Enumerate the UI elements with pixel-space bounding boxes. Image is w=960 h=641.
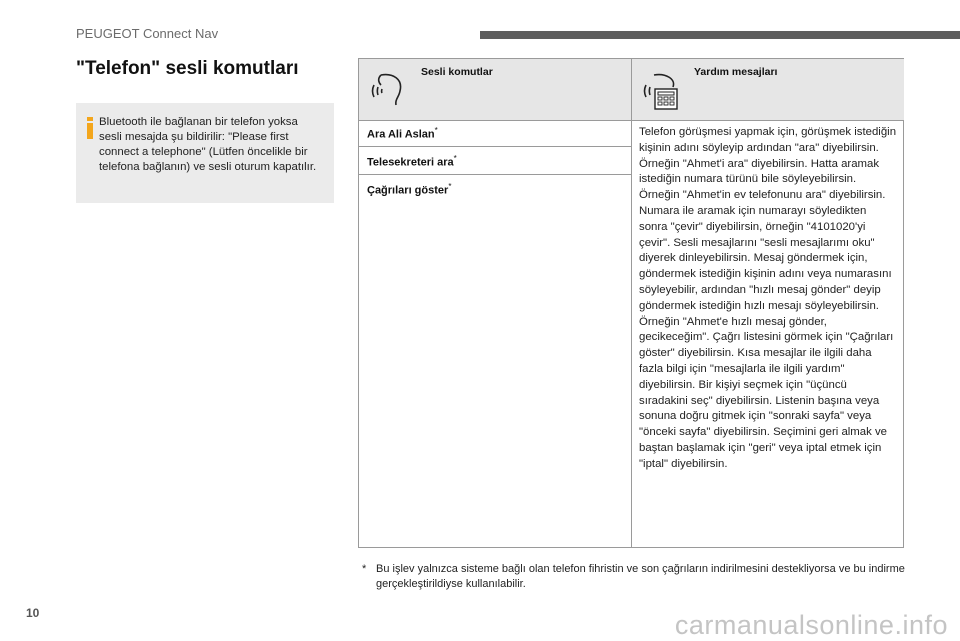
voice-commands-table: [358, 58, 904, 548]
footnote-star: *: [362, 563, 367, 575]
page-number: 10: [26, 606, 40, 620]
table-header-left: [359, 59, 631, 120]
command-label: Telesekreteri ara: [367, 156, 454, 169]
footnote-mark: *: [434, 126, 438, 135]
section-title: "Telefon" sesli komutları: [76, 58, 299, 79]
header-bar: [480, 31, 960, 39]
row-divider: [359, 146, 631, 147]
footnote-mark: *: [453, 154, 457, 163]
help-text: Telefon görüşmesi yapmak için, görüşmek istediğin kişinin adını söyleyip ardından "ara" diyebilirsin. Örneğin "Ahmet'i ara" diyebilirsin. Hatta aramak istediğin numara türünü bile söyleyebilirsin. Örneğin "Ahmet'in ev telefonunu ara" diyebilirsin. Numara ile aramak için numarayı söyledikten sonra "çevir" diyebilirsin, örneğin "4101020'yi çevir". Sesli mesajlarını "sesli mesajlarımı oku" diyerek dinleyebilirsin. Mesaj göndermek için, göndermek istediğin kişinin adını veya numarasını söyleyebilir, ardından "hızlı mesaj gönder" deyip göndermek istediğin hızlı mesajı söyleyebilirsin. Örneğin "Ahmet'e hızlı mesaj gönder, gecikeceğim". Çağrı listesini görmek için "Çağrıları göster" diyebilirsin. Kısa mesajlar ile ilgili daha fazla bilgi için "mesajlarla ile ilgili yardım" diyebilirsin. Bir kişiyi seçmek için "üçüncü sıradakini seç" diyebilirsin. Listenin başına veya sonuna doğru gitmek için "sonraki sayfa" veya "önceki sayfa" diyebilirsin. Seçimini geri almak ve baştan başlamak için "geri" veya iptal etmek için "iptal" diyebilirsin.: [639, 126, 897, 470]
voice-help-keypad-icon: [642, 71, 682, 111]
watermark: carmanualsonline.info: [674, 610, 948, 640]
table-header-right: [632, 59, 904, 120]
info-text: Bluetooth ile bağlanan bir telefon yoksa sesli mesajda şu bildirilir: "Please first connect a telephone" (Lütfen öncelikle bir telefona bağlanın) ve sesli oturum kapatılır.: [99, 116, 317, 173]
voice-command-icon: [369, 71, 405, 107]
command-label: Ara Ali Aslan: [367, 128, 435, 141]
footnote: [362, 562, 922, 592]
row-divider: [359, 174, 631, 175]
command-row: [367, 154, 457, 169]
header-title: PEUGEOT Connect Nav: [76, 26, 219, 41]
info-box: [76, 103, 334, 203]
header-help-messages: Yardım mesajları: [694, 66, 778, 78]
command-row: [367, 126, 438, 141]
info-icon: [86, 117, 94, 139]
header-voice-commands: Sesli komutlar: [421, 66, 493, 78]
command-row: [367, 182, 451, 197]
command-label: Çağrıları göster: [367, 184, 449, 197]
footnote-mark: *: [448, 182, 452, 191]
footnote-text: Bu işlev yalnızca sisteme bağlı olan telefon fihristin ve son çağrıların indirilmesini destekliyorsa ve bu indirme gerçekleştirildiyse kullanılabilir.: [376, 563, 905, 590]
column-divider: [631, 59, 632, 547]
